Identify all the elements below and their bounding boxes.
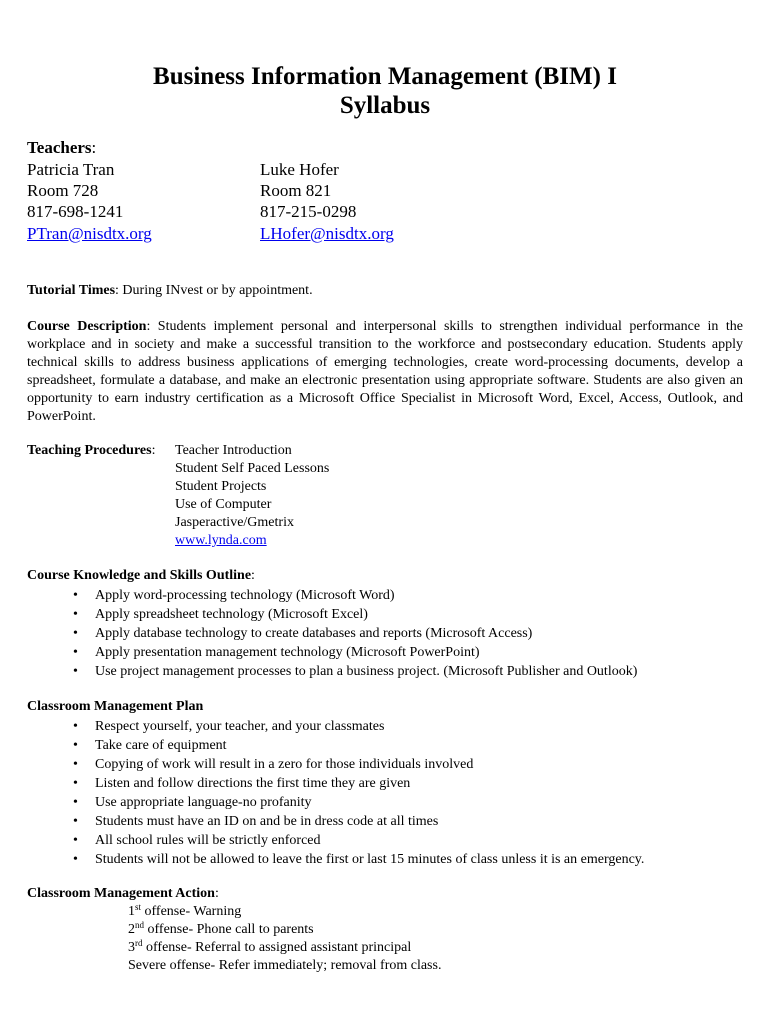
list-item-text: Use appropriate language-no profanity <box>95 795 312 810</box>
lynda-link[interactable]: www.lynda.com <box>175 533 267 548</box>
teacher-room: Room 728 <box>27 181 99 201</box>
teacher-phone: 817-698-1241 <box>27 202 124 222</box>
bullet-icon: • <box>73 607 78 622</box>
list-item-text: Students will not be allowed to leave the first or last 15 minutes of class unless it is an emergency. <box>95 852 645 867</box>
list-item <box>27 793 743 812</box>
title-line-2: Syllabus <box>339 92 431 119</box>
bullet-icon: • <box>73 795 78 810</box>
teacher-email-link[interactable]: PTran@nisdtx.org <box>27 223 152 243</box>
tutorial-times <box>27 282 743 300</box>
course-knowledge-colon: : <box>251 568 255 583</box>
management-plan-list <box>27 717 743 869</box>
bullet-icon: • <box>73 833 78 848</box>
course-description-label: Course Description <box>27 319 147 334</box>
management-action-colon: : <box>214 886 219 901</box>
teachers-colon: : <box>91 138 97 157</box>
actions-list <box>128 903 743 975</box>
bullet-icon: • <box>73 814 78 829</box>
bullet-icon: • <box>73 776 78 791</box>
management-action-label: Classroom Management Action <box>27 886 215 901</box>
list-item-text: Respect yourself, your teacher, and your classmates <box>95 719 385 734</box>
action-ordinal: rd <box>135 938 143 948</box>
teacher-email-link[interactable]: LHofer@nisdtx.org <box>260 223 394 243</box>
list-item-text: Apply database technology to create databases and reports (Microsoft Access) <box>95 626 533 641</box>
action-severe: Severe offense- Refer immediately; removal from class. <box>128 958 442 973</box>
tutorial-times-label: Tutorial Times <box>27 283 116 298</box>
bullet-icon: • <box>73 664 78 679</box>
teacher-name: Patricia Tran <box>27 160 115 179</box>
title-line-1: Business Information Management (BIM) I <box>153 63 617 90</box>
teacher-phone: 817-215-0298 <box>260 202 357 222</box>
action-item <box>128 903 743 921</box>
list-item <box>27 662 743 681</box>
course-description <box>27 318 743 426</box>
action-item <box>128 939 743 957</box>
bullet-icon: • <box>73 645 78 660</box>
list-item <box>27 755 743 774</box>
action-number: 2 <box>128 922 135 937</box>
document-title <box>0 62 770 120</box>
classroom-management-action <box>27 885 743 975</box>
teacher-card-tran <box>27 159 247 244</box>
action-number: 3 <box>128 940 135 955</box>
bullet-icon: • <box>73 588 78 603</box>
bullet-icon: • <box>73 757 78 772</box>
teaching-procedures-colon: : <box>151 443 156 458</box>
teaching-procedures-label: Teaching Procedures <box>27 443 152 458</box>
list-item <box>27 717 743 736</box>
tutorial-times-text: : During INvest or by appointment. <box>115 283 313 298</box>
management-plan-label: Classroom Management Plan <box>27 699 204 714</box>
teacher-name: Luke Hofer <box>260 160 339 179</box>
procedure-item: Student Self Paced Lessons <box>175 461 330 476</box>
action-text: offense- Phone call to parents <box>144 922 314 937</box>
teacher-room: Room 821 <box>260 181 332 201</box>
action-ordinal: st <box>135 902 142 912</box>
course-knowledge-label: Course Knowledge and Skills Outline <box>27 568 252 583</box>
list-item-text: Apply presentation management technology (Microsoft PowerPoint) <box>95 645 480 660</box>
knowledge-list <box>27 586 743 681</box>
list-item <box>27 605 743 624</box>
list-item <box>27 736 743 755</box>
procedure-item: Use of Computer <box>175 497 272 512</box>
list-item <box>27 812 743 831</box>
list-item-text: Take care of equipment <box>95 738 227 753</box>
course-description-text: : Students implement personal and interpersonal skills to strengthen individual performance in the workplace and in society and make a successful transition to the workforce and postsecondary education. Students apply technical skills to address business applications of emerging technologies, create word-processing documents, develop a spreadsheet, formulate a database, and make an electronic presentation using appropriate software. Students are also given an opportunity to earn industry certification as a Microsoft Office Specialist in Microsoft Word, Excel, Access, Outlook, and PowerPoint. <box>27 319 743 424</box>
list-item-text: Apply spreadsheet technology (Microsoft Excel) <box>95 607 368 622</box>
list-item <box>27 643 743 662</box>
action-ordinal: nd <box>135 920 144 930</box>
list-item <box>27 831 743 850</box>
procedure-item: Jasperactive/Gmetrix <box>175 515 294 530</box>
bullet-icon: • <box>73 626 78 641</box>
action-item <box>128 921 743 939</box>
classroom-management-plan <box>27 698 743 869</box>
list-item-text: Use project management processes to plan a business project. (Microsoft Publisher and Outlook) <box>95 664 638 679</box>
list-item <box>27 774 743 793</box>
list-item-text: Listen and follow directions the first time they are given <box>95 776 411 791</box>
procedures-list <box>175 442 329 550</box>
teachers-section <box>27 137 394 243</box>
bullet-icon: • <box>73 719 78 734</box>
course-knowledge-outline <box>27 567 743 681</box>
list-item-text: Students must have an ID on and be in dress code at all times <box>95 814 439 829</box>
procedure-item: Teacher Introduction <box>175 443 292 458</box>
teachers-heading: Teachers <box>27 138 92 157</box>
list-item <box>27 586 743 605</box>
bullet-icon: • <box>73 852 78 867</box>
action-number: 1 <box>128 904 135 919</box>
action-text: offense- Referral to assigned assistant principal <box>142 940 412 955</box>
list-item-text: All school rules will be strictly enforced <box>95 833 321 848</box>
list-item <box>27 850 743 869</box>
list-item-text: Copying of work will result in a zero for those individuals involved <box>95 757 474 772</box>
teacher-card-hofer <box>260 159 480 244</box>
teaching-procedures <box>27 442 743 548</box>
list-item-text: Apply word-processing technology (Microsoft Word) <box>95 588 395 603</box>
list-item <box>27 624 743 643</box>
action-text: offense- Warning <box>141 904 242 919</box>
bullet-icon: • <box>73 738 78 753</box>
procedure-item: Student Projects <box>175 479 267 494</box>
